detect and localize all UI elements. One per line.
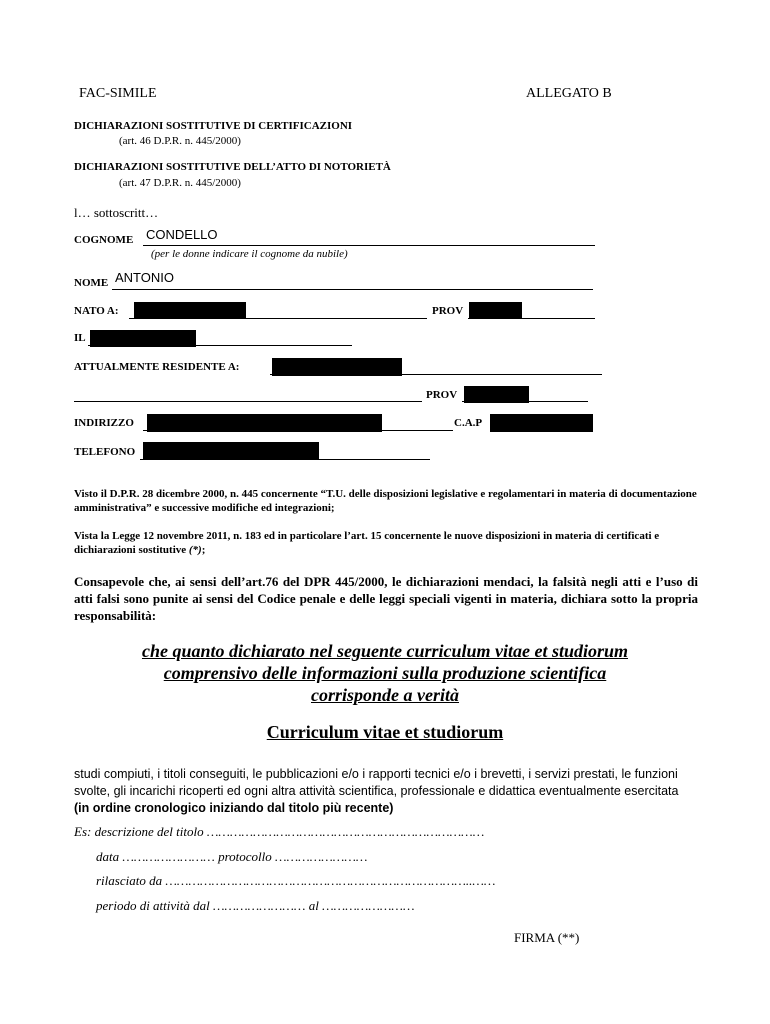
cv-intro-text: studi compiuti, i titoli conseguiti, le pubblicazioni e/o i rapporti tecnici e/o i brevetti, i servizi prestati, le funzioni svolte, gli incarichi ricoperti ed ogni altra attività scientifica, professionale e didattica eventualmente esercitata [74, 767, 679, 798]
signatory-label: l… sottoscritt… [74, 205, 159, 220]
footnote-mark: (*) [188, 544, 202, 556]
nome-line [112, 289, 593, 290]
section2-title: DICHIARAZIONI SOSTITUTIVE DELL’ATTO DI NOTORIETÀ [74, 161, 391, 173]
prov-label: PROV [432, 305, 464, 317]
redacted-phone [143, 442, 319, 460]
firma-label: FIRMA (**) [514, 930, 580, 945]
section1-ref: (art. 46 D.P.R. n. 445/2000) [119, 135, 241, 147]
cognome-note: (per le donne indicare il cognome da nubile) [151, 248, 348, 260]
declaration-line-3: corrisponde a verità [311, 685, 459, 705]
consapevole-paragraph: Consapevole che, ai sensi dell’art.76 del DPR 445/2000, le dichiarazioni mendaci, la falsità negli atti e l’uso di atti falsi sono punite ai sensi del Codice penale e delle leggi speciali vigenti in materia, dichiara sotto la propria responsabilità: [74, 574, 698, 623]
vista-legge-end: ; [201, 544, 206, 556]
cv-intro-bold: (in ordine cronologico iniziando dal titolo più recente) [74, 801, 394, 815]
redacted-prov2 [464, 386, 529, 403]
nome-value[interactable]: ANTONIO [115, 270, 174, 285]
cv-title: Curriculum vitae et studiorum [266, 722, 504, 742]
residente-label: ATTUALMENTE RESIDENTE A: [74, 361, 240, 373]
indirizzo-label: INDIRIZZO [74, 417, 134, 429]
redacted-birthdate [90, 330, 196, 347]
redacted-address [147, 414, 382, 432]
example-date-line: data …………………… protocollo …………………… [96, 849, 368, 864]
vista-legge-paragraph [74, 529, 698, 557]
cognome-value[interactable]: CONDELLO [146, 227, 218, 242]
residente-line2 [74, 401, 422, 402]
declaration-line-1: che quanto dichiarato nel seguente curriculum vitae et studiorum [141, 641, 629, 661]
visto-dpr-paragraph: Visto il D.P.R. 28 dicembre 2000, n. 445 concernente “T.U. delle disposizioni legislative e regolamentari in materia di documentazione amministrativa” e successive modifiche ed integrazioni; [74, 488, 697, 514]
telefono-label: TELEFONO [74, 446, 136, 458]
redacted-birthplace [134, 302, 246, 319]
example-period-line: periodo di attività dal …………………… al …………………… [96, 898, 415, 913]
section1-title: DICHIARAZIONI SOSTITUTIVE DI CERTIFICAZIONI [74, 120, 353, 132]
redacted-cap [490, 414, 593, 432]
nome-label: NOME [74, 277, 109, 289]
declaration-line-2: comprensivo delle informazioni sulla produzione scientifica [163, 663, 607, 683]
prov2-label: PROV [426, 389, 458, 401]
nato-label: NATO A: [74, 305, 119, 317]
redacted-prov [469, 302, 522, 319]
cognome-line [143, 245, 595, 246]
cap-label: C.A.P [454, 417, 483, 429]
cv-intro-paragraph [74, 766, 684, 817]
example-title-line: Es: descrizione del titolo ……………………………………………………………… [74, 824, 485, 839]
section2-ref: (art. 47 D.P.R. n. 445/2000) [119, 177, 241, 189]
il-label: IL [74, 332, 86, 344]
redacted-residence [272, 358, 402, 376]
allegato-label: ALLEGATO B [526, 86, 612, 101]
example-issuer-line: rilasciato da ……………………………………………………………………..…… [96, 873, 496, 888]
cognome-label: COGNOME [74, 234, 134, 246]
fac-simile-label: FAC-SIMILE [79, 86, 157, 101]
vista-legge-text: Vista la Legge 12 novembre 2011, n. 183 ed in particolare l’art. 15 concernente le nuove disposizioni in materia di certificati e dichiarazioni sostitutive [74, 530, 660, 556]
